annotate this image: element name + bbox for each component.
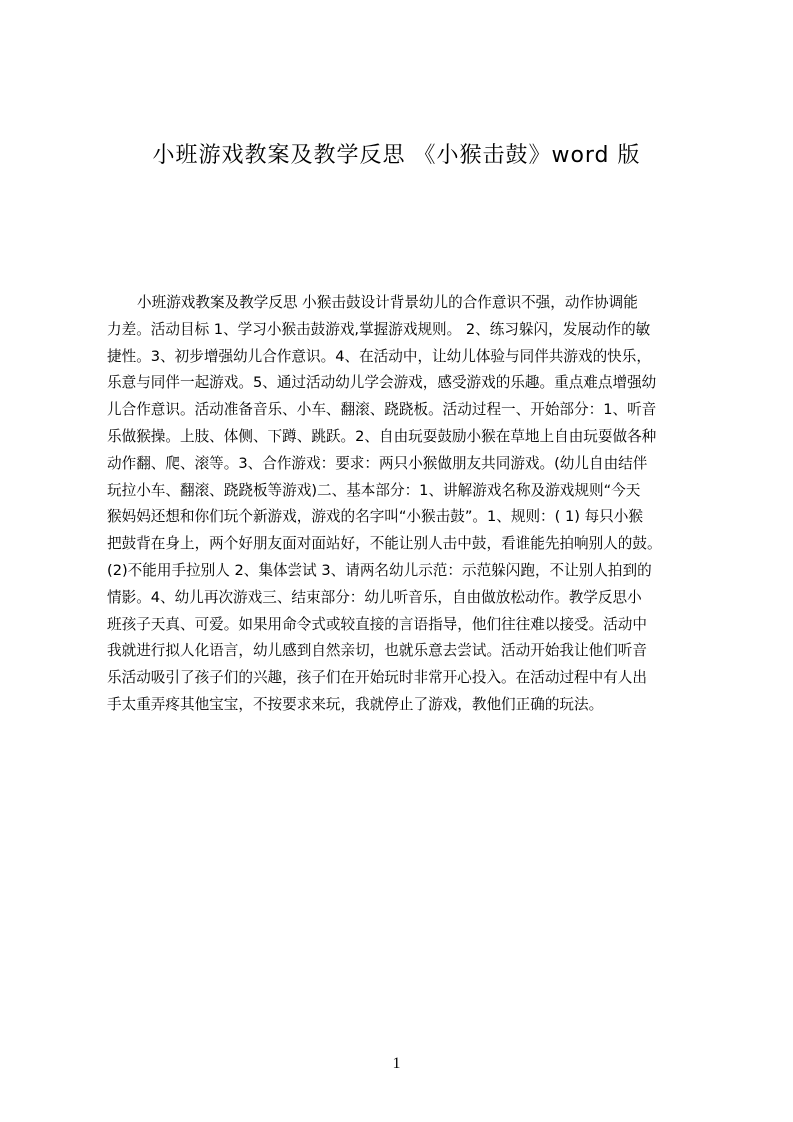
document-title: 小班游戏教案及教学反思 《小猴击鼓》word 版 [152,143,641,168]
body-line: 儿合作意识。活动准备音乐、小车、翻滚、跷跷板。活动过程一、开始部分：1、听音 [107,401,657,419]
page-number: 1 [392,1055,401,1072]
body-line: 猴妈妈还想和你们玩个新游戏，游戏的名字叫“小猴击鼓”。1、规则：( 1) 每只小猴 [107,508,643,526]
body-line: 乐做猴操。上肢、体侧、下蹲、跳跃。2、自由玩耍鼓励小猴在草地上自由玩耍做各种 [107,427,657,445]
body-line: 把鼓背在身上，两个好朋友面对面站好，不能让别人击中鼓，看谁能先拍响别人的鼓。 [107,535,662,553]
body-line: 动作翻、爬、滚等。3、合作游戏：要求：两只小猴做朋友共同游戏。(幼儿自由结伴 [107,454,648,472]
body-line: 捷性。3、初步增强幼儿合作意识。4、在活动中，让幼儿体验与同伴共游戏的快乐， [107,347,651,365]
body-line: 我就进行拟人化语言，幼儿感到自然亲切，也就乐意去尝试。活动开始我让他们听音 [107,642,647,660]
body-line: 小班游戏教案及教学反思 小猴击鼓设计背景幼儿的合作意识不强，动作协调能 [137,294,638,311]
document-body [107,290,699,720]
body-line: 手太重弄疼其他宝宝，不按要求来玩，我就停止了游戏，教他们正确的玩法。 [107,695,604,713]
body-line: 玩拉小车、翻滚、跷跷板等游戏)二、基本部分：1、讲解游戏名称及游戏规则“今天 [107,481,641,499]
body-line: 情影。4、幼儿再次游戏三、结束部分：幼儿听音乐，自由做放松动作。教学反思小 [107,588,642,606]
body-line: 乐意与同伴一起游戏。5、通过活动幼儿学会游戏，感受游戏的乐趣。重点难点增强幼 [107,374,657,392]
body-line: 力差。活动目标 1、学习小猴击鼓游戏,掌握游戏规则。 2、练习躲闪，发展动作的敏 [107,320,651,338]
body-line: (2)不能用手拉别人 2、集体尝试 3、请两名幼儿示范：示范躲闪跑，不让别人拍到的 [107,561,652,579]
body-line: 乐活动吸引了孩子们的兴趣，孩子们在开始玩时非常开心投入。在活动过程中有人出 [107,669,647,687]
body-line: 班孩子天真、可爱。如果用命令式或较直接的言语指导，他们往往难以接受。活动中 [107,615,647,633]
